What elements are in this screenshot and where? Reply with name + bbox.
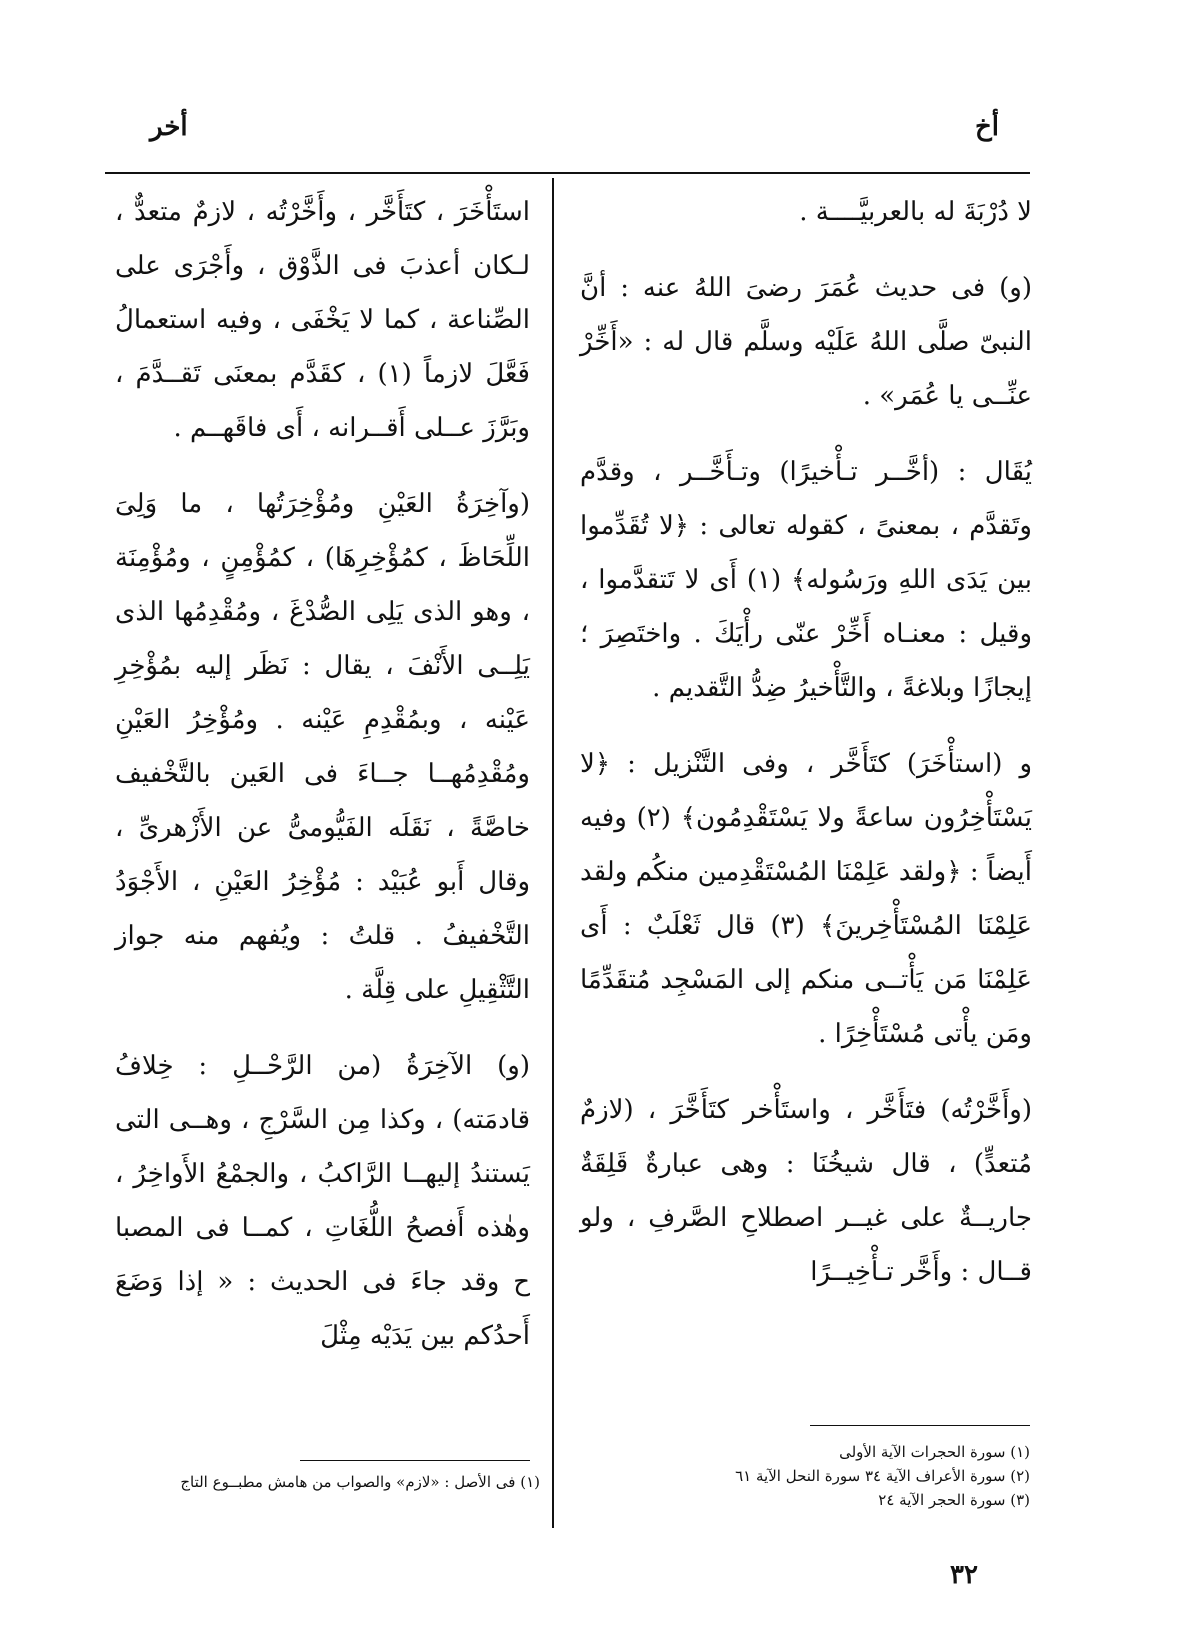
paragraph: استَأْخَرَ ، كتَأَخَّر ، وأَخَّرْتُه ، لازمٌ متعدٌّ ، لـكان أعذبَ فى الذَّوْق ، وأَجْرَى على الصِّناعة ، كما لا يَخْفَى ، وفيه استعمالُ فَعَّلَ لازماً (١) ، كقَدَّم بمعنَى تَقــدَّمَ ، وبَرَّزَ عــلى أَقــرانه ، أَى فاقَهــم . [115,197,530,443]
footnotes-right [620,1440,1030,1512]
running-header-left: أخر [150,112,188,142]
paragraph: (و) الآخِرَةُ (من الرَّحْــلِ : خِلافُ قادمَته) ، وكذا مِن السَّرْجِ ، وهــى التى يَستندُ إليهــا الرَّاكبُ ، والجمْعُ الأَواخِرُ ، وهٰذه أَفصحُ اللُّغَاتِ ، كمــا فى المصبا ح وقد جاءَ فى الحديث : « إذا وَضَعَ أَحدُكم بين يَدَيْه مِثْلَ [115,1051,530,1351]
paragraph: (و) فى حديث عُمَرَ رضىَ اللهُ عنه : أنَّ النبىّ صلَّى اللهُ عَلَيْه وسلَّم قال له : «أَخِّرْ عنِّــى يا عُمَر» . [580,273,1032,411]
footnote: (٢) سورة الأعراف الآية ٣٤ سورة النحل الآية ٦١ [735,1467,1030,1485]
header-rule [105,172,1030,174]
page-number: ٣٢ [950,1560,978,1590]
footnote: (١) سورة الحجرات الآية الأولى [839,1443,1030,1461]
paragraph: و (استأْخَرَ) كتَأَخَّر ، وفى التَّنْزيل : ﴿لا يَسْتَأْخِرُون ساعةً ولا يَسْتَقْدِمُون﴾ (٢) وفيه أَيضاً : ﴿ولقد عَلِمْنَا المُسْتَقْدِمين منكُم ولقد عَلِمْنَا المُسْتَأْخِرينَ﴾ (٣) قال ثَعْلَبٌ : أَى عَلِمْنَا مَن يَأْتــى منكم إلى المَسْجِد مُتقَدِّمًا ومَن يأْتى مُسْتَأْخِرًا . [580,749,1032,1049]
footnotes-left [100,1470,540,1494]
paragraph: (وأَخَّرْتُه) فتَأَخَّر ، واستَأْخر كتَأَخَّرَ ، (لازمٌ مُتعدٍّ) ، قال شيخُنَا : وهى عبارةٌ قَلِقَةٌ جاريــةٌ على غيــر اصطلاحِ الصَّرفِ ، ولو قــال : وأَخَّر تـأْخِيــرًا [580,1095,1032,1287]
running-header-right: أخ [975,112,1000,142]
paragraph: (وآخِرَةُ العَيْنِ ومُؤْخِرَتُها ، ما وَلِىَ اللِّحَاظَ ، كمُؤْخِرِهَا) ، كمُؤْمِنٍ ، ومُؤْمِنَة ، وهو الذى يَلِى الصُّدْغَ ، ومُقْدِمُها الذى يَلِــى الأَنْفَ ، يقال : نَظَر إليه بمُؤْخِرِ عَيْنه ، وبمُقْدِمِ عَيْنه . ومُؤْخِرُ العَيْنِ ومُقْدِمُهــا جــاءَ فى العَين بالتَّخْفيف خاصَّةً ، نَقَلَه الفَيُّومىُّ عن الأَزْهرىِّ ، وقال أَبو عُبَيْد : مُؤْخِرُ العَيْنِ ، الأَجْوَدُ التَّخْفيفُ . قلتُ : ويُفهم منه جواز التَّثْقِيلِ على قِلَّة . [115,489,530,1005]
paragraph: يُقَال : (أخَّــر تـأْخيرًا) وتـأَخَّــر ، وقدَّم وتَقدَّم ، بمعنىً ، كقوله تعالى : ﴿لا تُقَدِّموا بين يَدَى اللهِ ورَسُوله﴾ (١) أَى لا تَتقدَّموا ، وقيل : معنـاه أَخِّرْ عنّى رأْيَكَ . واختَصِرَ ؛ إيجازًا وبلاغةً ، والتَّأْخيرُ ضِدُّ التَّقديم . [580,457,1032,703]
left-column [115,185,530,1385]
column-divider [552,178,554,1528]
right-column [580,185,1032,1321]
footnote-rule-left [300,1460,530,1461]
footnote: (٣) سورة الحجر الآية ٢٤ [878,1491,1030,1509]
paragraph: لا دُرْبَةَ له بالعربيَّــــة . [799,197,1032,227]
footnote-rule-right [810,1425,1030,1426]
footnote: (١) فى الأصل : «لازم» والصواب من هامش مطبــوع التاج [180,1473,540,1491]
